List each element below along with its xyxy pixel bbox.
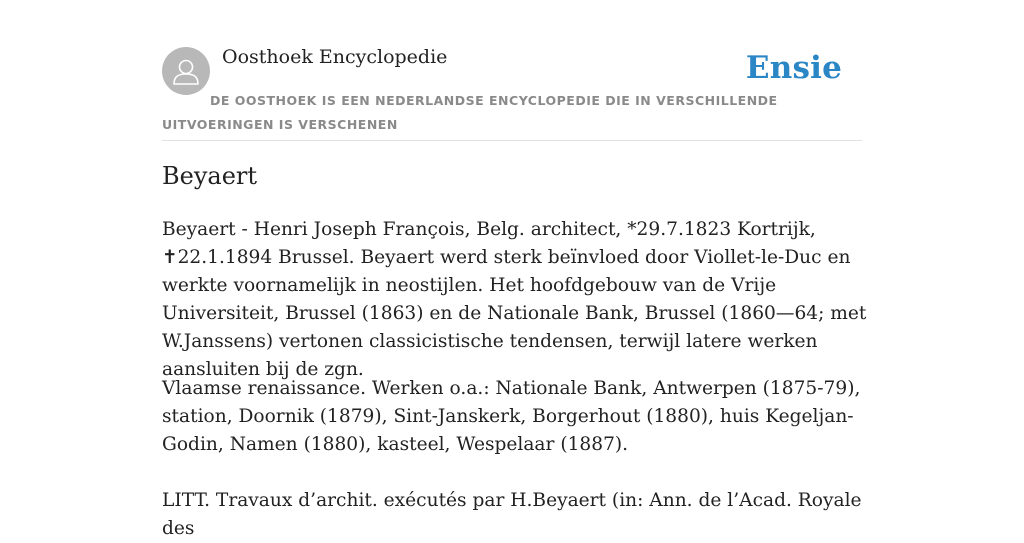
article-title: Beyaert [162, 162, 258, 190]
brand-logo[interactable]: Ensie [745, 50, 842, 86]
site-header [162, 0, 862, 141]
article-paragraph-3: LITT. Travaux d’archit. exécutés par H.Beyaert (in: Ann. de l’Acad. Royale des [162, 490, 862, 539]
site-tagline: DE OOSTHOEK IS EEN NEDERLANDSE ENCYCLOPEDIE DIE IN VERSCHILLENDE UITVOERINGEN IS VERSCHENEN [162, 93, 778, 132]
user-silhouette-icon [162, 47, 210, 95]
article-paragraph-2: Vlaamse renaissance. Werken o.a.: Nationale Bank, Antwerpen (1875-79), station, Doornik (1879), Sint-Janskerk, Borgerhout (1880), huis Kegeljan-Godin, Namen (1880), kasteel, Wespelaar (1887). [162, 378, 861, 455]
page-container [162, 0, 867, 539]
article-paragraph-1: Beyaert - Henri Joseph François, Belg. architect, *29.7.1823 Kortrijk, ✝22.1.1894 Brussel. Beyaert werd sterk beïnvloed door Viollet-le-Duc en werkte voornamelijk in neostijlen. Het hoofdgebouw van de Vrije Universiteit, Brussel (1863) en de Nationale Bank, Brussel (1860—64; met W.Janssens) vertonen classicistische tendensen, terwijl latere werken aansluiten bij de zgn. [162, 219, 867, 380]
user-avatar-icon[interactable] [162, 47, 210, 95]
site-name[interactable]: Oosthoek Encyclopedie [222, 46, 448, 68]
